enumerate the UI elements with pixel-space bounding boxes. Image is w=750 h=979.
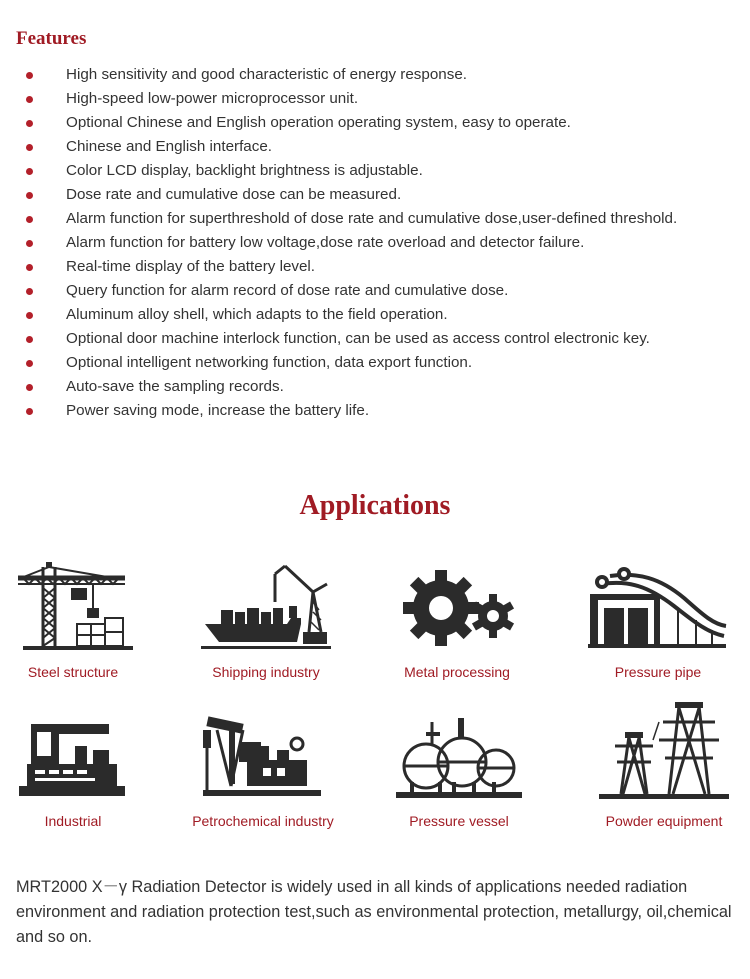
feature-item xyxy=(0,207,750,231)
bullet-icon xyxy=(26,192,33,199)
feature-text: Power saving mode, increase the battery life. xyxy=(66,402,370,419)
bullet-icon xyxy=(26,408,33,415)
bullet-icon xyxy=(26,96,33,103)
feature-text: Query function for alarm record of dose rate and cumulative dose. xyxy=(66,282,509,299)
app-label: Industrial xyxy=(44,813,102,829)
tower-crane-icon xyxy=(13,562,133,652)
feature-item xyxy=(0,111,750,135)
bullet-icon xyxy=(26,360,33,367)
bullet-icon xyxy=(26,288,33,295)
feature-text: Optional door machine interlock function, can be used as access control electronic key. xyxy=(66,330,650,347)
bullet-icon xyxy=(26,120,33,127)
app-label: Powder equipment xyxy=(605,813,723,829)
oil-pump-icon xyxy=(203,716,323,801)
feature-item xyxy=(0,135,750,159)
app-tile-pressure-pipe xyxy=(564,562,750,680)
app-label: Shipping industry xyxy=(212,664,320,680)
feature-text: Color LCD display, backlight brightness is adjustable. xyxy=(66,162,423,179)
feature-item xyxy=(0,279,750,303)
bullet-icon xyxy=(26,384,33,391)
app-label: Pressure vessel xyxy=(409,813,509,829)
app-tile-metal-processing xyxy=(363,562,551,680)
app-tile-shipping-industry xyxy=(172,562,360,680)
bullet-icon xyxy=(26,144,33,151)
bullet-icon xyxy=(26,336,33,343)
feature-item xyxy=(0,399,750,423)
feature-item xyxy=(0,327,750,351)
feature-text: Alarm function for battery low voltage,dose rate overload and detector failure. xyxy=(66,234,585,251)
app-tile-powder-equipment xyxy=(570,702,750,829)
feature-text: Dose rate and cumulative dose can be measured. xyxy=(66,186,402,203)
features-list xyxy=(0,63,750,423)
feature-item xyxy=(0,231,750,255)
bullet-icon xyxy=(26,168,33,175)
app-tile-pressure-vessel xyxy=(365,716,553,829)
feature-text: Optional intelligent networking function, data export function. xyxy=(66,354,473,371)
feature-text: Real-time display of the battery level. xyxy=(66,258,316,275)
feature-text: Aluminum alloy shell, which adapts to the field operation. xyxy=(66,306,448,323)
app-tile-petrochemical-industry xyxy=(169,716,357,829)
bullet-icon xyxy=(26,216,33,223)
feature-text: Optional Chinese and English operation operating system, easy to operate. xyxy=(66,114,571,131)
bullet-icon xyxy=(26,312,33,319)
bullet-icon xyxy=(26,240,33,247)
applications-heading: Applications xyxy=(299,490,451,521)
gears-icon xyxy=(397,562,517,652)
feature-text: Chinese and English interface. xyxy=(66,138,273,155)
industrial-machine-icon xyxy=(13,716,133,801)
app-tile-industrial xyxy=(0,716,167,829)
feature-item xyxy=(0,255,750,279)
app-label: Pressure pipe xyxy=(614,664,702,680)
bullet-icon xyxy=(26,72,33,79)
spherical-tanks-icon xyxy=(396,716,522,801)
description-paragraph: MRT2000 X－γ Radiation Detector is widely used in all kinds of applications needed radiation environment and radiation protection test,such as environmental protection, metallurgy, oil,chemical and so on. xyxy=(16,878,732,946)
features-heading: Features xyxy=(16,28,87,49)
app-label: Petrochemical industry xyxy=(192,813,334,829)
feature-item xyxy=(0,87,750,111)
feature-item xyxy=(0,303,750,327)
cargo-ship-icon xyxy=(201,562,331,652)
app-label: Steel structure xyxy=(27,664,119,680)
bullet-icon xyxy=(26,264,33,271)
feature-text: Alarm function for superthreshold of dose rate and cumulative dose,user-defined threshold. xyxy=(66,210,678,227)
app-tile-steel-structure xyxy=(0,562,167,680)
feature-text: Auto-save the sampling records. xyxy=(66,378,284,395)
pipeline-icon xyxy=(588,562,728,652)
feature-item xyxy=(0,375,750,399)
feature-text: High-speed low-power microprocessor unit. xyxy=(66,90,359,107)
feature-item xyxy=(0,183,750,207)
app-label: Metal processing xyxy=(404,664,510,680)
feature-item xyxy=(0,351,750,375)
feature-text: High sensitivity and good characteristic of energy response. xyxy=(66,66,467,83)
feature-item xyxy=(0,63,750,87)
power-tower-icon xyxy=(599,702,729,801)
feature-item xyxy=(0,159,750,183)
